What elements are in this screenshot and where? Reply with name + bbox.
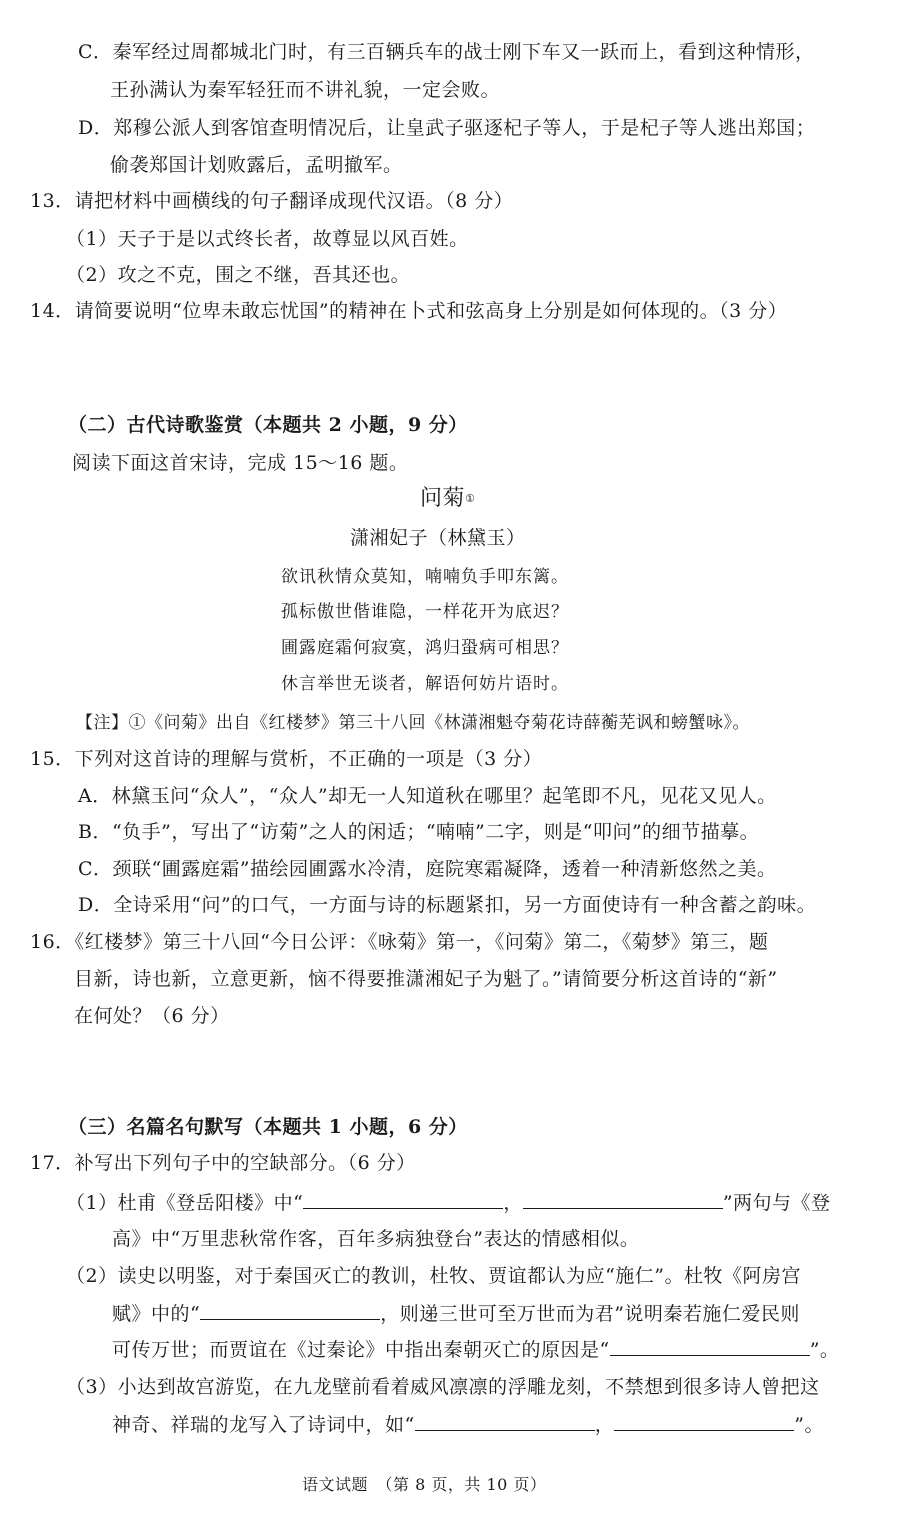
q17-part-1-suffix: ”两句与《登: [722, 1192, 831, 1214]
poem-line-4: 休言举世无谈者，解语何妨片语时。: [281, 674, 569, 694]
answer-blank[interactable]: [523, 1190, 723, 1209]
q17-part-3-line-1: （3）小达到故宫游览，在九龙壁前看着威风凛凛的浮雕龙刻，不禁想到很多诗人曾把这: [66, 1376, 820, 1398]
answer-blank[interactable]: [614, 1412, 794, 1431]
poem-title: [420, 487, 475, 511]
poem-note: 【注】①《问菊》出自《红楼梦》第三十八回《林潇湘魁夺菊花诗薛蘅芜讽和螃蟹咏》。: [76, 713, 750, 733]
q15-stem: 15．下列对这首诗的理解与赏析，不正确的一项是（3 分）: [30, 748, 543, 770]
poem-line-3: 圃露庭霜何寂寞，鸿归蛩病可相思？: [281, 638, 569, 658]
q16-line-3: 在何处？（6 分）: [74, 1005, 230, 1027]
q17-part-2-line-1: （2）读史以明鉴，对于秦国灭亡的教训，杜牧、贾谊都认为应“施仁”。杜牧《阿房宫: [66, 1265, 802, 1287]
poem-line-1: 欲讯秋情众莫知，喃喃负手叩东篱。: [281, 567, 569, 587]
answer-blank[interactable]: [610, 1337, 810, 1356]
section-3-heading: （三）名篇名句默写（本题共 1 小题，6 分）: [68, 1116, 468, 1138]
q12-option-d-line2: 偷袭郑国计划败露后，孟明撤军。: [110, 154, 403, 176]
page-footer: 语文试题 （第 8 页，共 10 页）: [302, 1475, 547, 1494]
q17-part-2-line-2: [112, 1301, 800, 1326]
q17-part-1-comma: ，: [503, 1192, 523, 1214]
q13-stem: 13．请把材料中画横线的句子翻译成现代汉语。（8 分）: [30, 190, 514, 212]
q17-part-2-line-3: [112, 1337, 839, 1362]
q17-part-1-prefix: （1）杜甫《登岳阳楼》中“: [66, 1192, 304, 1214]
q13-item-2: （2）攻之不克，围之不继，吾其还也。: [66, 264, 411, 286]
q17-part-1-line-1: [66, 1190, 831, 1215]
poem-title-text: 问菊: [420, 486, 466, 511]
poem-line-2: 孤标傲世偕谁隐，一样花开为底迟？: [281, 602, 569, 622]
q17-part-2-line-3-prefix: 可传万世；而贾谊在《过秦论》中指出秦朝灭亡的原因是“: [112, 1339, 610, 1361]
q16-line-2: 目新，诗也新，立意更新，恼不得要推潇湘妃子为魁了。”请简要分析这首诗的“新”: [74, 968, 778, 990]
q17-part-2-prefix: 赋》中的“: [112, 1303, 201, 1325]
q12-option-d-line1: D．郑穆公派人到客馆查明情况后，让皇武子驱逐杞子等人，于是杞子等人逃出郑国；: [78, 117, 816, 139]
q12-option-c-line2: 王孙满认为秦军轻狂而不讲礼貌，一定会败。: [110, 79, 501, 101]
q17-part-3-prefix: 神奇、祥瑞的龙写入了诗词中，如“: [112, 1414, 415, 1436]
q17-part-1-line-2: 高》中“万里悲秋常作客，百年多病独登台”表达的情感相似。: [112, 1228, 640, 1250]
section-2-intro: 阅读下面这首宋诗，完成 15～16 题。: [72, 452, 409, 474]
answer-blank[interactable]: [200, 1301, 380, 1320]
q17-part-2-line-3-suffix: ”。: [809, 1339, 840, 1361]
q15-option-a: A．林黛玉问“众人”，“众人”却无一人知道秋在哪里？起笔即不凡，见花又见人。: [78, 785, 777, 807]
q15-option-d: D．全诗采用“问”的口气，一方面与诗的标题紧扣，另一方面使诗有一种含蓄之韵味。: [78, 894, 817, 916]
poem-author: 潇湘妃子（林黛玉）: [350, 527, 526, 549]
answer-blank[interactable]: [415, 1412, 595, 1431]
q17-part-3-line-2: [112, 1412, 824, 1437]
q14-stem: 14．请简要说明“位卑未敢忘忧国”的精神在卜式和弦高身上分别是如何体现的。（3 分）: [30, 300, 788, 322]
q15-option-b: B．“负手”，写出了“访菊”之人的闲适；“喃喃”二字，则是“叩问”的细节描摹。: [78, 821, 760, 843]
q16-line-1: 16．《红楼梦》第三十八回“今日公评：《咏菊》第一，《问菊》第二，《菊梦》第三，题: [30, 931, 769, 953]
q17-stem: 17．补写出下列句子中的空缺部分。（6 分）: [30, 1152, 416, 1174]
q12-option-c-line1: C．秦军经过周都城北门时，有三百辆兵车的战士刚下车又一跃而上，看到这种情形，: [78, 41, 815, 63]
q17-part-2-suffix: ，则递三世可至万世而为君”说明秦若施仁爱民则: [380, 1303, 800, 1325]
answer-blank[interactable]: [303, 1190, 503, 1209]
q17-part-3-comma: ，: [594, 1414, 615, 1436]
poem-title-footnote-mark: ①: [465, 492, 476, 505]
q17-part-3-suffix: ”。: [794, 1414, 824, 1436]
q13-item-1: （1）天子于是以式终长者，故尊显以风百姓。: [66, 228, 469, 250]
q15-option-c: C．颈联“圃露庭霜”描绘园圃露水冷清，庭院寒霜凝降，透着一种清新悠然之美。: [78, 858, 777, 880]
section-2-heading: （二）古代诗歌鉴赏（本题共 2 小题，9 分）: [68, 414, 468, 436]
